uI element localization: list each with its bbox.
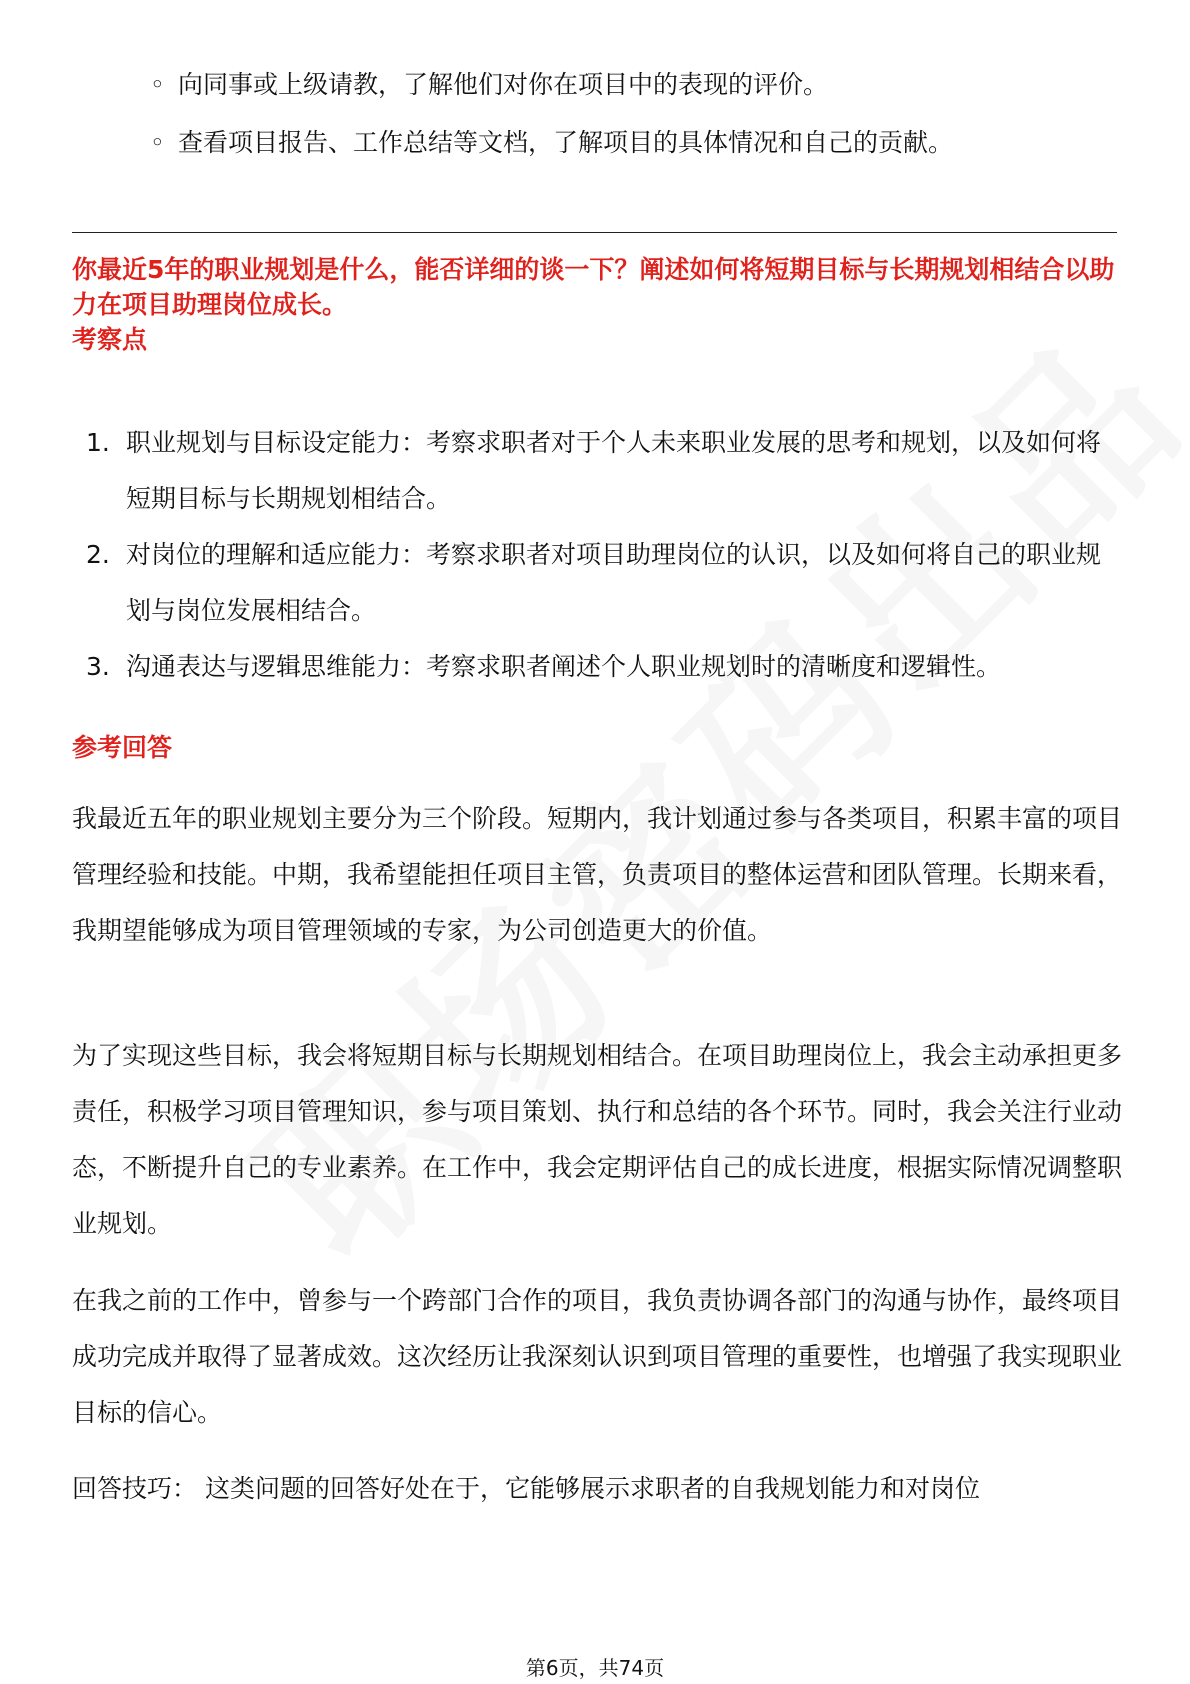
divider: [72, 232, 1117, 233]
bullet-list: [150, 70, 1130, 186]
question-heading: 你最近5年的职业规划是什么，能否详细的谈一下？阐述如何将短期目标与长期规划相结合以助力在项目助理岗位成长。: [72, 255, 1115, 319]
list-item: [150, 70, 1130, 100]
answer-paragraph: 在我之前的工作中，曾参与一个跨部门合作的项目，我负责协调各部门的沟通与协作，最终项目成功完成并取得了显著成效。这次经历让我深刻认识到项目管理的重要性，也增强了我实现职业目标的信心。: [72, 1286, 1123, 1427]
item-text: 沟通表达与逻辑思维能力：考察求职者阐述个人职业规划时的清晰度和逻辑性。: [126, 652, 1002, 681]
bullet-marker: ◦: [150, 128, 165, 157]
points-section-title: 考察点: [72, 325, 148, 354]
points-list: [72, 415, 1117, 695]
list-item: [72, 527, 1117, 639]
answer-section-title: 参考回答: [72, 733, 173, 762]
list-item: [72, 639, 1117, 695]
list-item: [72, 415, 1117, 527]
answer-paragraph: 我最近五年的职业规划主要分为三个阶段。短期内，我计划通过参与各类项目，积累丰富的项目管理经验和技能。中期，我希望能担任项目主管，负责项目的整体运营和团队管理。长期来看，我期望能够成为项目管理领域的专家，为公司创造更大的价值。: [72, 804, 1123, 945]
item-text: 对岗位的理解和适应能力：考察求职者对项目助理岗位的认识，以及如何将自己的职业规划与岗位发展相结合。: [126, 540, 1102, 625]
answer-tips: 回答技巧： 这类问题的回答好处在于，它能够展示求职者的自我规划能力和对岗位: [72, 1474, 980, 1503]
bullet-text: 查看项目报告、工作总结等文档，了解项目的具体情况和自己的贡献。: [178, 128, 954, 157]
item-text: 职业规划与目标设定能力：考察求职者对于个人未来职业发展的思考和规划，以及如何将短期目标与长期规划相结合。: [126, 428, 1102, 513]
bullet-marker: ◦: [150, 70, 165, 99]
list-item: [150, 128, 1130, 158]
page-number: 第6页，共74页: [525, 1656, 665, 1680]
item-number: 3.: [86, 652, 110, 681]
answer-paragraph: 为了实现这些目标，我会将短期目标与长期规划相结合。在项目助理岗位上，我会主动承担更多责任，积极学习项目管理知识，参与项目策划、执行和总结的各个环节。同时，我会关注行业动态，不断提升自己的专业素养。在工作中，我会定期评估自己的成长进度，根据实际情况调整职业规划。: [72, 1041, 1123, 1238]
item-number: 2.: [86, 540, 110, 569]
item-number: 1.: [86, 428, 110, 457]
bullet-text: 向同事或上级请教，了解他们对你在项目中的表现的评价。: [178, 70, 829, 99]
